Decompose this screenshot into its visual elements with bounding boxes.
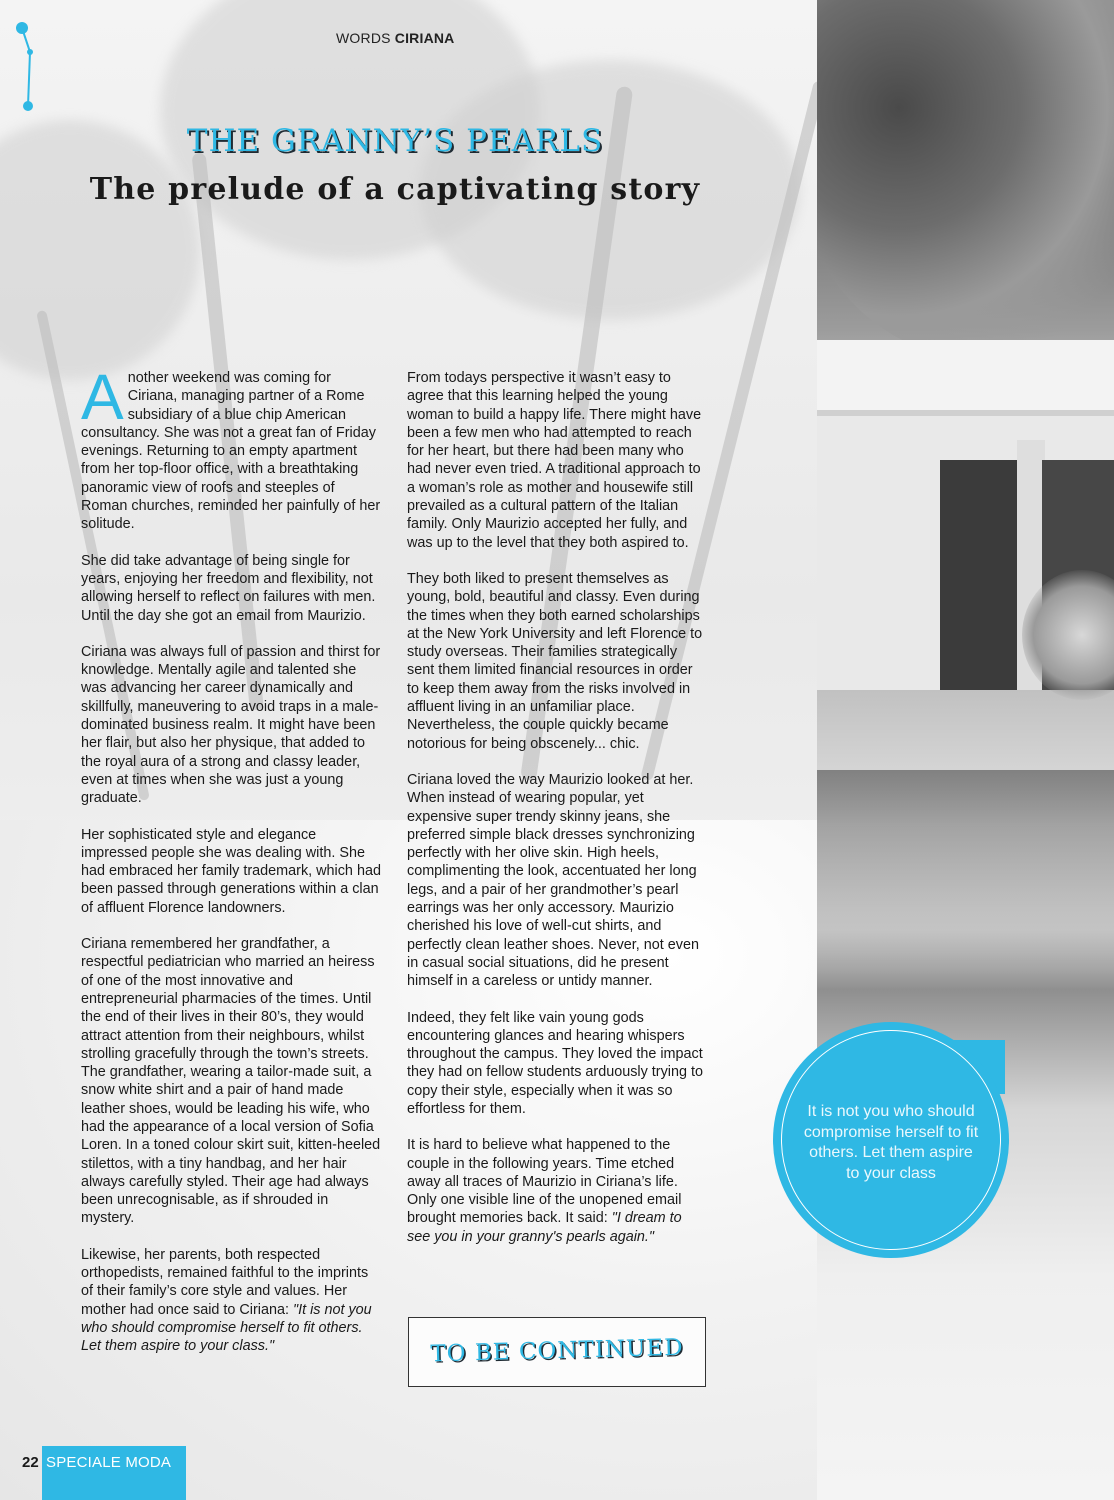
- paragraph: Ciriana was always full of passion and thirst for knowledge. Mentally agile and talented she was advancing her career dynamically and skillfully, maneuvering to avoid traps in a male-dominated business realm. It might have been her flair, but also her physique, that added to the royal aura of a strong and classy leader, even at times when she was just a young graduate.: [81, 643, 381, 807]
- paragraph: They both liked to present themselves as young, bold, beautiful and classy. Even during the times when they both earned scholarships at the New York University and left Florence to study overseas. Their families strategically sent them limited financial resources in order to keep them away from the risks involved in affluent living in an unfamiliar place. Nevertheless, the couple quickly became notorious for being obscenely... chic.: [407, 570, 703, 752]
- article-column-middle: [407, 369, 707, 1264]
- paragraph: Indeed, they felt like vain young gods encountering glances and hearing whispers throughout the campus. They loved the impact they had on fellow students arduously trying to copy their style, especially when it was so effortless for them.: [407, 1009, 703, 1117]
- paragraph: Ciriana remembered her grandfather, a respectful pediatrician who married an heiress of one of the most innovative and entrepreneurial pharmacies of the times. Until the end of their lives in their 80’s, they would attract attention from their neighbours, whilst strolling gracefully through the town’s streets. The grandfather, wearing a tailor-made suit, a snow white shirt and a pair of hand made leather shoes, would be leading his wife, who had the appearance of a local version of Sofia Loren. In a toned colour skirt suit, kitten-heeled stilettos, with a tiny handbag, and her hair always carefully styled. Their age had always been unrecognisable, as if shrouded in mystery.: [81, 936, 381, 1227]
- article-subtitle: The prelude of a captivating story: [89, 172, 701, 207]
- article-title: THE GRANNY’S PEARLS: [186, 123, 604, 159]
- paragraph: From todays perspective it wasn’t easy to agree that this learning helped the young woman to build a happy life. There might have been a few men who had attempted to reach for her heart, but there had been many who had never even tried. A traditional approach to a woman’s role as mother and housewife still prevailed as a cultural pattern of the Italian family. Only Maurizio accepted her fully, and was up to the level that they both aspired to.: [407, 370, 702, 551]
- byline-prefix: WORDS: [336, 30, 391, 46]
- pull-quote: [773, 1022, 1011, 1260]
- to-be-continued-label: TO BE CONTINUED: [430, 1334, 684, 1368]
- to-be-continued-box: [408, 1317, 706, 1387]
- section-tag: [42, 1446, 186, 1500]
- drop-cap: A: [81, 361, 124, 433]
- mother-quote: "It is not you who should compromise herself to fit others. Let them aspire to your class.": [81, 1301, 372, 1355]
- pull-quote-text: It is not you who should compromise herself to fit others. Let them aspire to your class: [803, 1103, 979, 1182]
- paragraph: It is hard to believe what happened to the couple in the following years. Time etched away all traces of Maurizio in Ciriana’s life. Only one visible line of the unopened email brought memories back. It said: "I dream to see you in your granny's pearls again.": [407, 1137, 682, 1245]
- byline-author: CIRIANA: [394, 30, 455, 46]
- building-photo: [817, 0, 1114, 1500]
- byline: [336, 30, 455, 46]
- article-column-left: [81, 361, 381, 1374]
- timeline-decoration: [14, 18, 44, 118]
- paragraph: Her sophisticated style and elegance impressed people she was dealing with. She had embraced her family trademark, which had been passed through generations within a clan of affluent Florence landowners.: [81, 826, 381, 916]
- page-number: 22: [22, 1454, 39, 1471]
- paragraph: Likewise, her parents, both respected orthopedists, remained faithful to the imprints of their family’s core style and values. Her mother had once said to Ciriana: "It is not you who should compromise herself to fit others. Let them aspire to your class.": [81, 1246, 372, 1355]
- section-label: SPECIALE MODA: [46, 1454, 172, 1471]
- paragraph: She did take advantage of being single for years, enjoying her freedom and flexibility, not allowing herself to reflect on failures with men. Until the day she got an email from Maurizio.: [81, 552, 376, 624]
- email-quote: "I dream to see you in your granny's pearls again.": [407, 1210, 682, 1245]
- paragraph: Another weekend was coming for Ciriana, managing partner of a Rome subsidiary of a blue chip American consultancy. She was not a great fan of Friday evenings. Returning to an empty apartment from her top-floor office, with a breathtaking panoramic view of roofs and steeples of Roman churches, reminded her painfully of her solitude.: [81, 361, 381, 533]
- paragraph: Ciriana loved the way Maurizio looked at her. When instead of wearing popular, yet expensive super trendy skinny jeans, she preferred simple black dresses synchronizing perfectly with her olive skin. High heels, complimenting the look, accentuated her long legs, and a pair of her grandmother’s pearl earrings was her only accessory. Maurizio cherished his love of well-cut shirts, and perfectly clean leather shoes. Never, not even in casual social situations, did he present himself in a careless or untidy manner.: [407, 771, 699, 990]
